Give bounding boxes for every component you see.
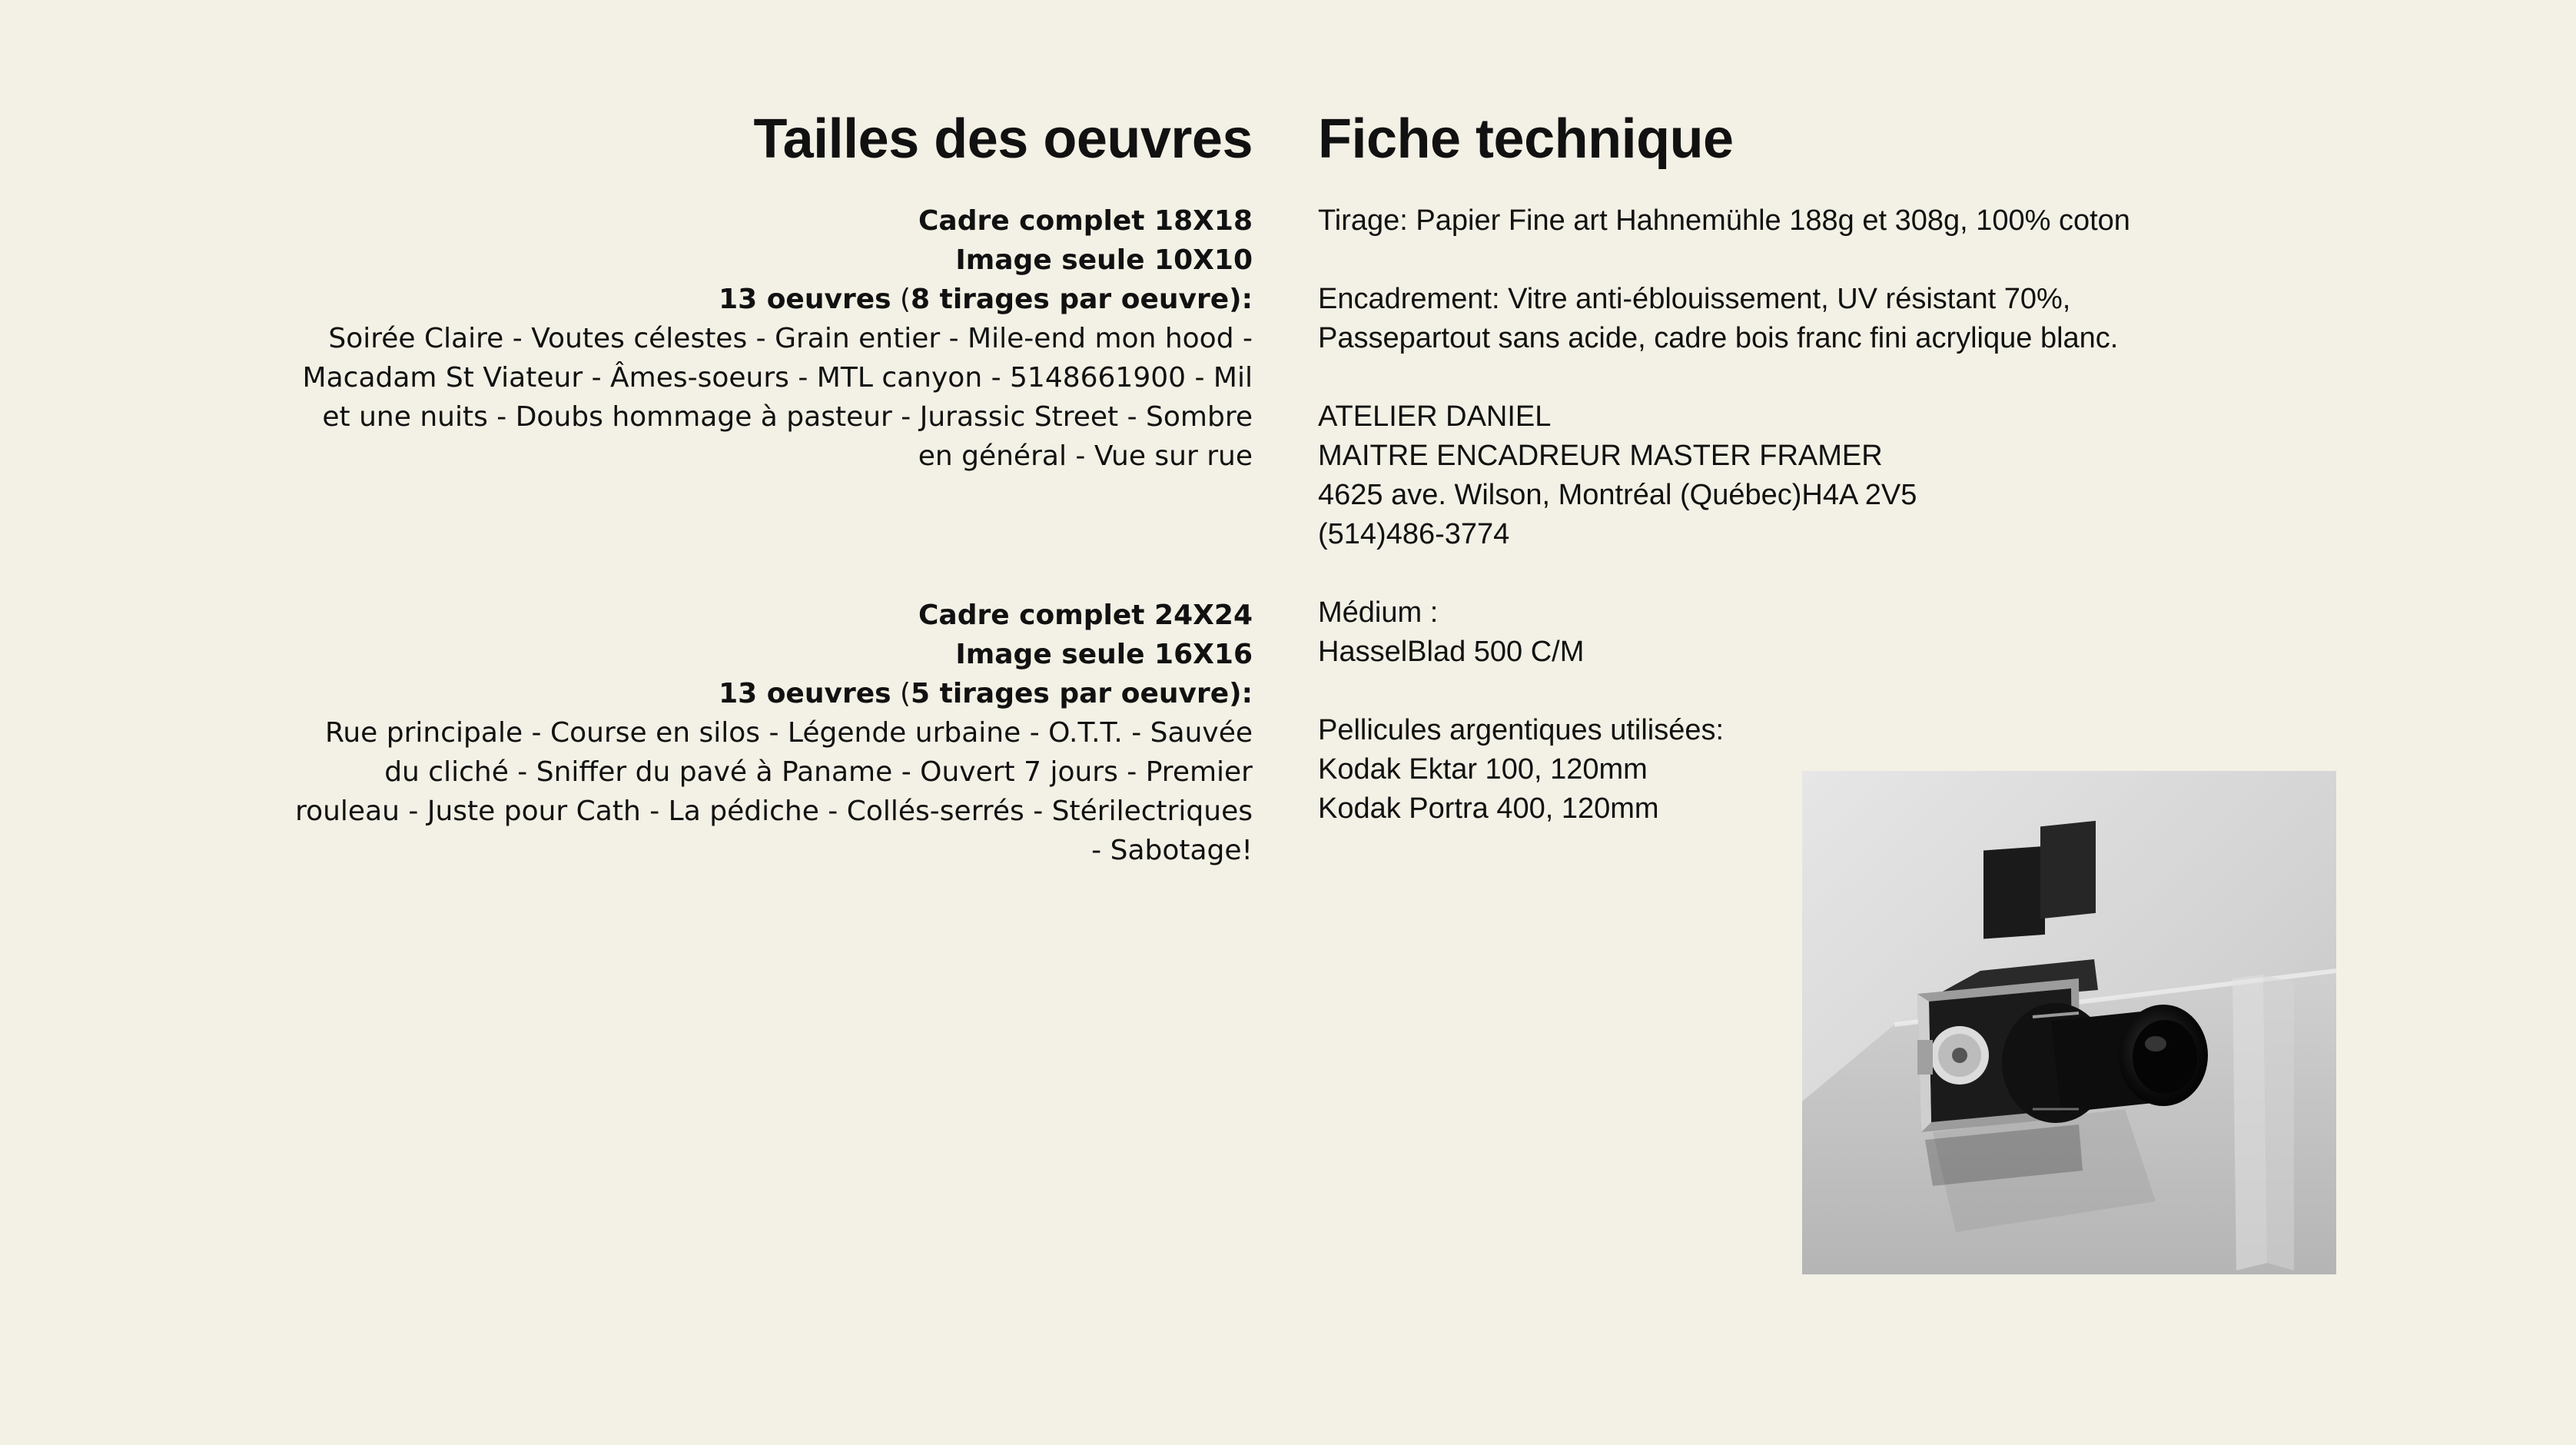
framer-address: 4625 ave. Wilson, Montréal (Québec)H4A 2V5 xyxy=(1318,479,1917,511)
edition-count: 13 oeuvres xyxy=(719,678,891,709)
framer-name: ATELIER DANIEL xyxy=(1318,400,1552,433)
paren-open: ( xyxy=(891,284,911,315)
frame-size-line: Cadre complet 24X24 xyxy=(918,600,1253,631)
framing-line-1: Encadrement: Vitre anti-éblouissement, UV résistant 70%, xyxy=(1318,283,2071,315)
artwork-sizes-title: Tailles des oeuvres xyxy=(753,108,1253,170)
technical-sheet-column xyxy=(1318,104,2317,825)
technical-sheet-title: Fiche technique xyxy=(1318,108,1734,170)
hasselblad-camera-photo xyxy=(1802,771,2336,1274)
artwork-titles-list: Rue principale - Course en silos - Légende urbaine - O.T.T. - Sauvée du cliché - Sniffer du pavé à Paname - Ouvert 7 jours - Premier rouleau - Juste pour Cath - La pédiche - Collés-serrés - Stérilectriques - Sabotage! xyxy=(295,717,1253,866)
prints-per-work: 5 tirages par oeuvre xyxy=(911,678,1230,709)
paren-close: ): xyxy=(1229,284,1253,315)
camera-illustration xyxy=(1802,771,2336,1274)
size-group-18x18 xyxy=(292,201,1253,476)
edition-count-line xyxy=(292,674,1253,713)
framer-role: MAITRE ENCADREUR MASTER FRAMER xyxy=(1318,440,1883,472)
medium-value: HasselBlad 500 C/M xyxy=(1318,636,1585,668)
framing-line-2: Passepartout sans acide, cadre bois franc fini acrylique blanc. xyxy=(1318,322,2119,354)
print-paper-line: Tirage: Papier Fine art Hahnemühle 188g et 308g, 100% coton xyxy=(1318,204,2130,237)
prints-per-work: 8 tirages par oeuvre xyxy=(911,284,1230,315)
frame-size-line: Cadre complet 18X18 xyxy=(918,205,1253,237)
image-size-line: Image seule 16X16 xyxy=(955,639,1253,670)
film-ektar: Kodak Ektar 100, 120mm xyxy=(1318,753,1648,786)
edition-count-line xyxy=(292,280,1253,319)
technical-details xyxy=(1318,201,2317,829)
edition-count: 13 oeuvres xyxy=(719,284,891,315)
medium-label: Médium : xyxy=(1318,596,1439,629)
framer-phone: (514)486-3774 xyxy=(1318,518,1510,550)
film-label: Pellicules argentiques utilisées: xyxy=(1318,714,1725,746)
artwork-titles-list: Soirée Claire - Voutes célestes - Grain entier - Mile-end mon hood - Macadam St Viateur - Âmes-soeurs - MTL canyon - 5148661900 - Mil et une nuits - Doubs hommage à pasteur - Jurassic Street - Sombre en général - Vue sur rue xyxy=(302,323,1253,472)
paren-open: ( xyxy=(891,678,911,709)
image-size-line: Image seule 10X10 xyxy=(955,244,1253,276)
paren-close: ): xyxy=(1229,678,1253,709)
size-group-24x24 xyxy=(292,596,1253,870)
film-portra: Kodak Portra 400, 120mm xyxy=(1318,792,1659,825)
